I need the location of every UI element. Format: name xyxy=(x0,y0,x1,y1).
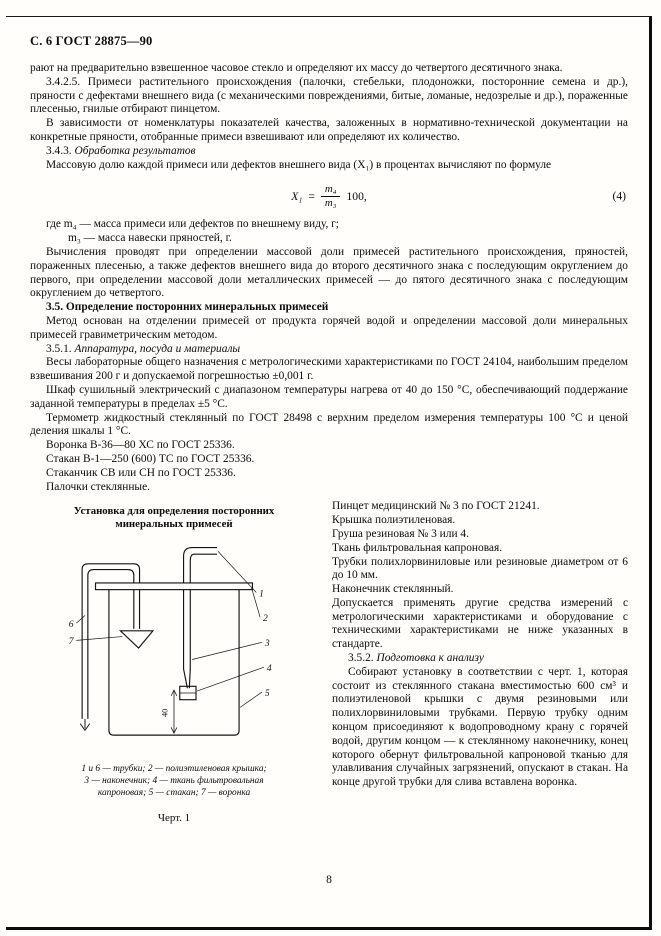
callout-2: 2 xyxy=(263,613,268,625)
funnel-stem-shape xyxy=(134,590,140,629)
para-allowed-equipment: Допускается применять другие средства измерений с метрологическими характеристиками и оборудование с техническими характеристиками не ниже указанных в стандарте. xyxy=(332,596,628,651)
lid-shape xyxy=(96,583,253,590)
funnel-shape xyxy=(120,631,153,648)
heading-number: 3.5.2. xyxy=(348,652,374,665)
callout-numbers xyxy=(69,589,272,718)
formula-lhs: X₁ xyxy=(291,189,303,203)
fraction-numerator: m₄ xyxy=(324,183,337,196)
figure-number-label: Черт. 1 xyxy=(157,812,191,825)
caption-line: капроновая; 5 — стакан; 7 — воронка xyxy=(97,787,251,798)
para-where-1: где m₄ — масса примеси или дефектов по внешнему виду, г; xyxy=(46,218,339,231)
apparatus-diagram xyxy=(40,537,308,760)
para-3-4-2-5: 3.4.2.5. Примеси растительного происхождения (палочки, стебельки, плодоножки, посторонние семена и др.), пряности с дефектами внешнего вида (с механическими повреждениями, битые, ломаные, недозрелые и др.), пораженные плесенью, гнилые отбирают пинцетом. xyxy=(30,75,628,116)
callout-5: 5 xyxy=(264,688,270,700)
inlet-tube-shape xyxy=(184,548,217,583)
item-filter-cloth: Ткань фильтровальная капроновая. xyxy=(332,541,503,554)
item-beaker-glass: Стакан В-1—250 (600) ТС по ГОСТ 25336. xyxy=(46,452,255,465)
page-number: 8 xyxy=(326,874,332,886)
formula-factor: 100, xyxy=(346,189,367,203)
figure-title-line: Установка для определения посторонних xyxy=(73,505,275,518)
heading-title: Аппаратура, посуда и материалы xyxy=(74,342,241,355)
item-glass-rods: Палочки стеклянные. xyxy=(46,480,150,493)
item-cup-glass: Стаканчик СВ или СН по ГОСТ 25336. xyxy=(46,466,236,479)
dimension-label: 40 xyxy=(160,709,170,718)
para-continuation: рают на предварительно взвешенное часовое стекло и определяют их массу до четвертого десятичного знака. xyxy=(30,62,563,74)
formula-fraction xyxy=(321,183,341,209)
formula-4 xyxy=(30,181,628,211)
heading-3-5: 3.5. Определение посторонних минеральных примесей xyxy=(46,301,329,314)
heading-number: 3.4.3. xyxy=(46,144,72,157)
drain-arrow xyxy=(80,719,90,730)
heading-title: Подготовка к анализу xyxy=(376,652,484,665)
callout-7: 7 xyxy=(68,636,74,648)
para-thermometer: Термометр жидкостный стеклянный по ГОСТ 28498 с верхним пределом измерения температуры 100 °С и ценой деления шкалы 1 °С. xyxy=(30,411,628,438)
fraction-denominator: m₃ xyxy=(321,196,341,209)
nozzle-tube-shape xyxy=(184,590,191,689)
two-column-section xyxy=(30,500,628,824)
para-mass-share: Массовую долю каждой примеси или дефектов внешнего вида (X₁) в процентах вычисляют по формуле xyxy=(46,158,552,171)
heading-3-5-1 xyxy=(30,343,628,357)
para-where-2: m₃ — масса навески пряностей, г. xyxy=(68,232,232,245)
page-content xyxy=(30,34,628,824)
para-method: Метод основан на отделении примесей от продукта горячей водой и определении массовой доли минеральных примесей гравиметрическим методом. xyxy=(30,314,628,341)
figure-caption xyxy=(30,764,318,799)
heading-number: 3.5.1. xyxy=(46,342,72,355)
formula-expression xyxy=(291,183,367,209)
callout-leader-lines xyxy=(76,552,264,708)
figure-title xyxy=(30,505,318,531)
figure-column xyxy=(30,500,318,824)
formula-number: (4) xyxy=(612,189,626,203)
running-header: С. 6 ГОСТ 28875—90 xyxy=(30,34,153,48)
figure-title-line: минеральных примесей xyxy=(115,518,233,531)
caption-line: 3 — наконечник; 4 — ткань фильтровальная xyxy=(84,775,264,786)
heading-title: Обработка результатов xyxy=(74,144,196,157)
item-poly-lid: Крышка полиэтиленовая. xyxy=(332,514,456,527)
item-tubes: Трубки полихлорвиниловые или резиновые диаметром от 6 до 10 мм. xyxy=(332,555,628,582)
item-rubber-bulb: Груша резиновая № 3 или 4. xyxy=(332,527,469,540)
heading-3-5-2 xyxy=(332,652,628,666)
para-calculations: Вычисления проводят при определении массовой доли примесей растительного происхождения, пряностей, пораженных плесенью, а также дефектов внешнего вида до второго десятичного знака с последующим округлением до первого, при определении массовой доли металлических примесей — до пятого десятичного знака с последующим округлением до четвертого. xyxy=(30,245,628,300)
item-tweezers: Пинцет медицинский № 3 по ГОСТ 21241. xyxy=(332,500,540,513)
callout-3: 3 xyxy=(264,638,270,650)
para-dependence: В зависимости от номенклатуры показателей качества, заложенных в нормативно-технической документации на конкретные пряности, отобранные примеси взвешивают или определяют их количество. xyxy=(30,117,628,143)
item-funnel-glass: Воронка В-36—80 ХС по ГОСТ 25336. xyxy=(46,439,235,452)
callout-1: 1 xyxy=(259,588,264,600)
caption-line: 1 и 6 — трубки; 2 — полиэтиленовая крышка; xyxy=(81,764,267,775)
para-scales: Весы лабораторные общего назначения с метрологическими характеристиками по ГОСТ 24104, наибольшим пределом взвешивания 200 г и допускаемой погрешностью ±0,001 г. xyxy=(30,356,628,383)
item-glass-tip: Наконечник стеклянный. xyxy=(332,583,454,596)
para-oven: Шкаф сушильный электрический с диапазоном температуры нагрева от 40 до 150 °С, обеспечивающий поддержание заданной температуры в пределах ±5 °С. xyxy=(30,383,628,410)
callout-4: 4 xyxy=(266,663,272,675)
para-assembly: Собирают установку в соответствии с черт. 1, которая состоит из стеклянного стакана вместимостью 600 см³ и полиэтиленовой крышки с двумя резиновыми или полихлорвиниловыми трубками. Первую трубку одним концом присоединяют к водопроводному крану с горячей водой, другим концом — к стеклянному наконечнику, конец которого обернут фильтровальной капроновой тканью для улавливания случайных загрязнений, опускают в стакан. На конце другой трубки для слива вставлена воронка. xyxy=(332,665,628,789)
callout-6: 6 xyxy=(68,619,74,631)
formula-equals: = xyxy=(308,189,315,203)
heading-3-4-3 xyxy=(30,145,628,159)
text-column xyxy=(318,500,628,824)
